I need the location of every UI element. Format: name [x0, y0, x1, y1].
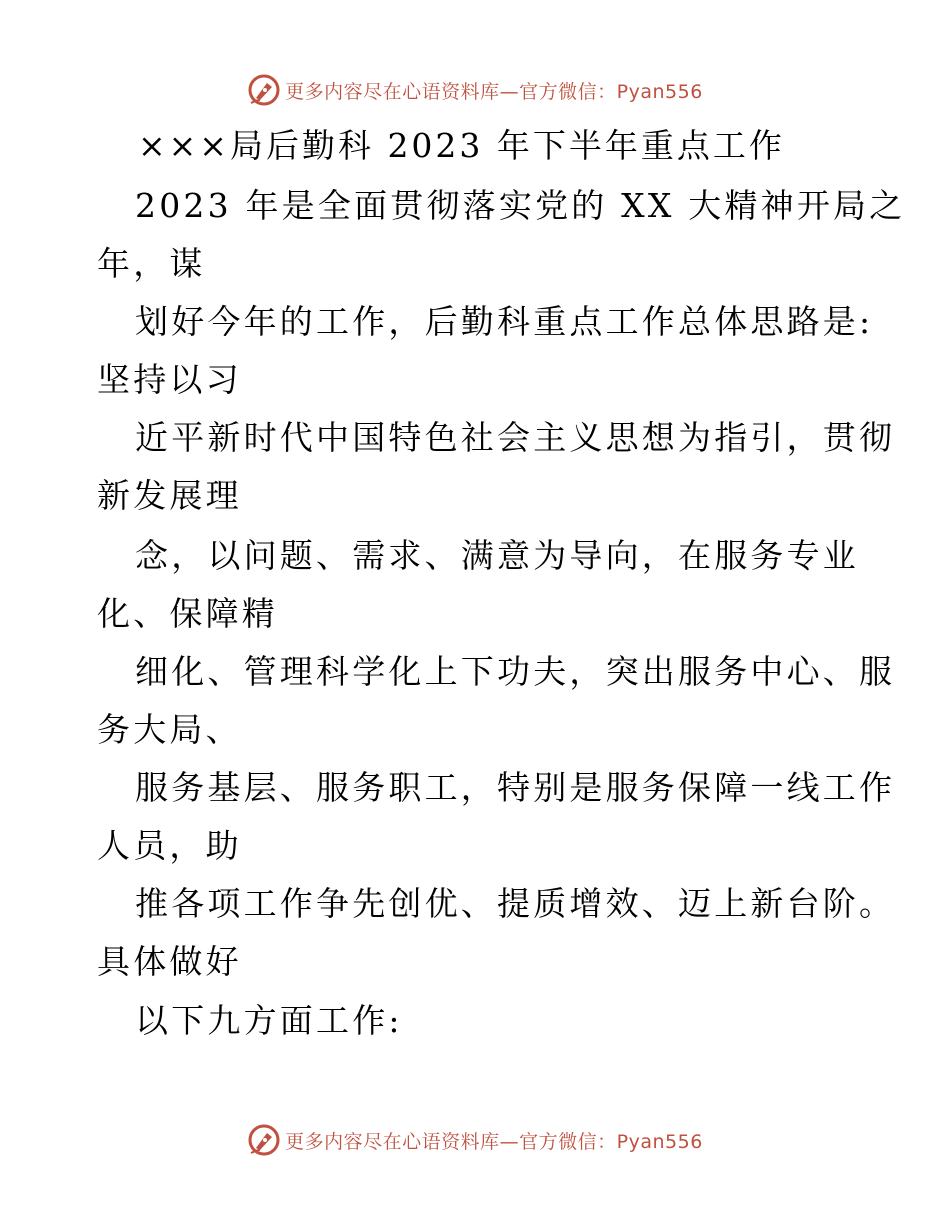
body-line: 细化、管理科学化上下功夫，突出服务中心、服 [135, 652, 896, 691]
body-line: 具体做好 [97, 942, 242, 981]
banner-text: 更多内容尽在心语资料库—官方微信：Pyan556 [285, 1130, 703, 1153]
document-title: ×××局后勤科 2023 年下半年重点工作 [138, 126, 785, 165]
body-line: 推各项工作争先创优、提质增效、迈上新台阶。 [135, 884, 896, 923]
body-line: 念，以问题、需求、满意为导向，在服务专业 [135, 536, 859, 575]
banner-text: 更多内容尽在心语资料库—官方微信：Pyan556 [285, 80, 703, 103]
body-line: 新发展理 [97, 476, 242, 515]
body-line: 化、保障精 [97, 594, 278, 633]
body-line: 以下九方面工作: [135, 1001, 403, 1040]
body-line: 划好今年的工作，后勤科重点工作总体思路是: [135, 302, 874, 341]
body-line: 服务基层、服务职工，特别是服务保障一线工作 [135, 768, 896, 807]
pen-nib-circle-icon [247, 1123, 281, 1157]
body-line: 务大局、 [97, 710, 242, 749]
body-line: 坚持以习 [97, 360, 242, 399]
pen-nib-circle-icon [247, 73, 281, 107]
header-banner [0, 70, 950, 110]
body-line: 年，谋 [97, 244, 206, 283]
body-line: 近平新时代中国特色社会主义思想为指引，贯彻 [135, 418, 896, 457]
footer-banner [0, 1120, 950, 1160]
body-line: 人员，助 [97, 826, 242, 865]
body-line: 2023 年是全面贯彻落实党的 XX 大精神开局之 [135, 186, 906, 225]
